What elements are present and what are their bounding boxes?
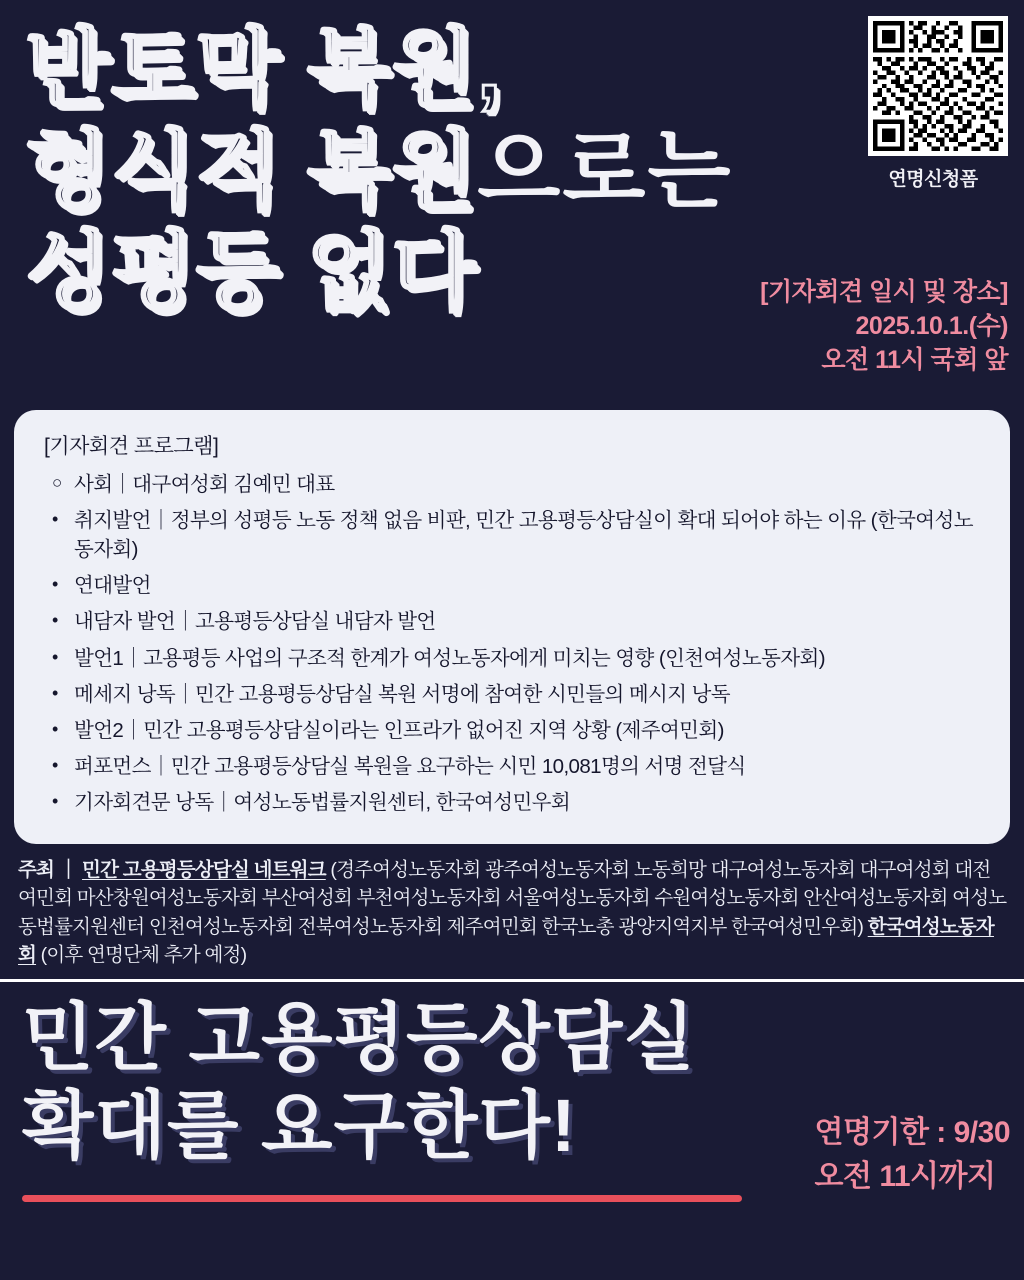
organizer-member-list: (경주여성노동자회 광주여성노동자회 노동희망 대구여성노동자회 대구여성회 대전여민회 마산창원여성노동자회 부산여성회 부천여성노동자회 서울여성노동자회 수원여성노동자회 안산여성노동자회 여성노동법률지원센터 인천여성노동자회 전북여성노동자회 제주여민회 한국노총 광양지역지부 한국여성민우회) [18, 859, 1007, 938]
bullet-dot-icon: • [52, 646, 58, 667]
list-item [40, 788, 984, 817]
slogan-line-2: 확대를 요구한다! [22, 1084, 577, 1168]
qr-code-icon[interactable] [868, 16, 1008, 156]
list-item [40, 470, 984, 499]
organizers-section [0, 850, 1024, 979]
list-item-text: 기자회견문 낭독｜여성노동법률지원센터, 한국여성민우회 [74, 790, 571, 814]
organizer-highlight: 한국여성노동자회 [18, 915, 994, 966]
qr-code-graphic [873, 21, 1003, 151]
bullet-dot-icon: • [52, 682, 58, 703]
bullet-dot-icon: • [52, 509, 58, 530]
bullet-dot-icon: • [52, 754, 58, 775]
list-item-text: 연대발언 [74, 574, 151, 598]
red-underline-decoration [22, 1195, 742, 1202]
list-item-text: 메세지 낭독｜민간 고용평등상담실 복원 서명에 참여한 시민들의 메시지 낭독 [74, 682, 730, 706]
organizer-network-name: 민간 고용평등상담실 네트워크 [82, 859, 326, 882]
slogan-line-1: 민간 고용평등상담실 [22, 996, 696, 1080]
headline-line-2 [26, 122, 866, 219]
organizer-suffix: (이후 연명단체 추가 예정) [40, 943, 247, 966]
headline-line-2-strong: 형식적 복원 [26, 122, 478, 219]
headline-line-3: 성평등 없다 [26, 224, 478, 321]
list-item [40, 506, 984, 564]
list-item-text: 발언2｜민간 고용평등상담실이라는 인프라가 없어진 지역 상황 (제주여민회) [74, 718, 724, 742]
headline-line-2-plain: 으로는 [477, 122, 733, 219]
list-item-text: 퍼포먼스｜민간 고용평등상담실 복원을 요구하는 시민 10,081명의 서명 전달식 [74, 754, 746, 778]
hero-section [0, 0, 1024, 398]
bullet-circle-icon: ○ [52, 473, 62, 492]
deadline-line-1: 연명기한 : 9/30 [814, 1116, 1010, 1150]
program-card [14, 410, 1010, 844]
list-item [40, 680, 984, 709]
event-date: 2025.10.1.(수) [855, 311, 1008, 340]
bullet-dot-icon: • [52, 718, 58, 739]
list-item-text: 사회｜대구여성회 김예민 대표 [74, 473, 335, 496]
organizers-label: 주최 ｜ [18, 859, 78, 882]
list-item-text: 발언1｜고용평등 사업의 구조적 한계가 여성노동자에게 미치는 영향 (인천여성노동자회) [74, 646, 825, 670]
qr-caption: 연명신청폼 [888, 169, 978, 190]
slogan-section [0, 979, 1024, 1224]
event-time-place: 오전 11시 국회 앞 [821, 345, 1008, 374]
deadline-line-2: 오전 11시까지 [814, 1159, 996, 1193]
event-label: [기자회견 일시 및 장소] [760, 278, 1008, 306]
list-item [40, 644, 984, 673]
event-details [760, 276, 1008, 377]
headline-line-1: 반토막 복원, [26, 21, 504, 117]
program-heading: [기자회견 프로그램] [44, 435, 219, 458]
list-item [40, 607, 984, 636]
bullet-dot-icon: • [52, 574, 58, 595]
program-section [0, 398, 1024, 850]
headline [26, 21, 866, 321]
signature-deadline [815, 1111, 1010, 1198]
bullet-dot-icon: • [52, 610, 58, 631]
bullet-dot-icon: • [52, 790, 58, 811]
list-item-text: 취지발언｜정부의 성평등 노동 정책 없음 비판, 민간 고용평등상담실이 확대 되어야 하는 이유 (한국여성노동자회) [74, 509, 973, 562]
list-item [40, 716, 984, 745]
qr-block[interactable] [858, 16, 1008, 191]
list-item-text: 내담자 발언｜고용평등상담실 내담자 발언 [74, 610, 436, 634]
list-item [40, 752, 984, 781]
list-item [40, 571, 984, 600]
program-list [40, 470, 984, 817]
